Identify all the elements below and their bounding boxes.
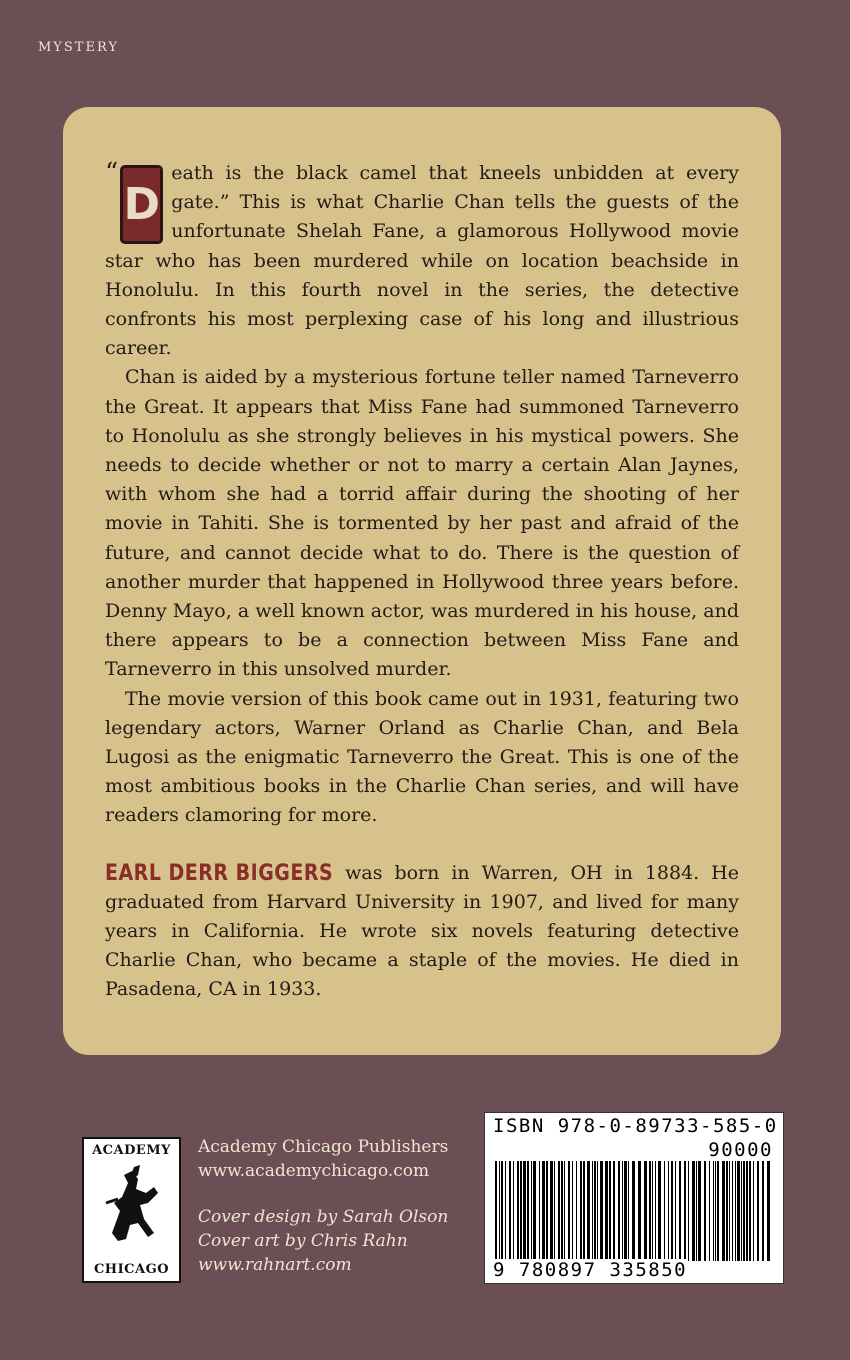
barcode-bar: [622, 1161, 623, 1261]
open-quote: “: [105, 158, 119, 188]
barcode-bar: [664, 1161, 665, 1261]
barcode-bar: [743, 1161, 745, 1261]
barcode-bar: [729, 1161, 730, 1261]
description-paragraph-3: The movie version of this book came out in 1931, featuring two legendary actors, Warner Orland as Charlie Chan, and Bela Lugosi as the enigmatic Tarneverro the Great. This is one of the most ambitious books in the Charlie Chan series, and will have readers clamoring for more.: [105, 687, 739, 827]
barcode-bar: [561, 1161, 563, 1261]
barcode-bar: [527, 1161, 529, 1261]
barcode-bar: [499, 1161, 500, 1261]
horse-rider-icon: [98, 1163, 166, 1251]
barcode-bar: [609, 1161, 611, 1261]
barcode-bar: [762, 1161, 764, 1261]
barcode-bar: [592, 1161, 593, 1261]
publisher-url[interactable]: www.academychicago.com: [198, 1161, 430, 1181]
barcode-bar: [638, 1161, 641, 1261]
price-code: 90000: [708, 1139, 773, 1161]
barcode-bar: [757, 1161, 759, 1261]
publisher-name: Academy Chicago Publishers: [198, 1137, 449, 1157]
barcode-bar: [531, 1161, 532, 1261]
description-text: [105, 159, 739, 831]
barcode-bar: [533, 1161, 536, 1261]
barcode-bar: [644, 1161, 647, 1261]
barcode-bar: [698, 1161, 701, 1261]
artist-url[interactable]: www.rahnart.com: [198, 1255, 352, 1275]
barcode-bar: [652, 1161, 653, 1261]
barcode-bar: [520, 1161, 522, 1261]
barcode-bar: [735, 1161, 736, 1261]
barcode-bar: [671, 1161, 673, 1261]
barcode-bar: [767, 1161, 770, 1261]
barcode-bar: [628, 1161, 629, 1261]
barcode-bar: [675, 1161, 676, 1261]
barcode-bar: [741, 1161, 742, 1261]
author-bio-text: was born in Warren, OH in 1884. He graduated from Harvard University in 1907, and lived for many years in California. He wrote six novels featuring detective Charlie Chan, who became a staple of the movies. He died in Pasadena, CA in 1933.: [105, 861, 739, 1001]
cover-design-credit: Cover design by Sarah Olson: [198, 1207, 449, 1227]
barcode-bar: [649, 1161, 651, 1261]
genre-label: MYSTERY: [38, 40, 119, 55]
barcode-bar: [668, 1161, 669, 1261]
barcode-bar: [746, 1161, 748, 1261]
logo-top-text: ACADEMY: [92, 1143, 171, 1158]
barcode-bar: [600, 1161, 603, 1261]
cover-credits: [198, 1205, 448, 1277]
barcode-bar: [717, 1161, 719, 1261]
barcode-bar: [546, 1161, 548, 1261]
barcode-bar: [509, 1161, 511, 1261]
publisher-logo: [82, 1137, 181, 1283]
barcode-bar: [576, 1161, 577, 1261]
barcode-bar: [580, 1161, 582, 1261]
barcode-bar: [688, 1161, 689, 1261]
barcode-bar: [655, 1161, 656, 1261]
barcode-bar: [692, 1161, 695, 1261]
barcode-bar: [715, 1161, 716, 1261]
barcode-bar: [587, 1161, 590, 1261]
barcode-bar: [523, 1161, 526, 1261]
barcode-bar: [558, 1161, 560, 1261]
barcode-bar: [501, 1161, 503, 1261]
barcode-bar: [583, 1161, 585, 1261]
barcode-bar: [749, 1161, 751, 1261]
cover-art-credit: Cover art by Chris Rahn: [198, 1231, 408, 1251]
description-paragraph-1: [105, 159, 739, 363]
barcode-bar: [709, 1161, 710, 1261]
isbn-barcode: [484, 1112, 784, 1284]
barcode-bar: [597, 1161, 598, 1261]
barcode-bar: [517, 1161, 519, 1261]
barcode-bar: [554, 1161, 555, 1261]
barcode-bar: [505, 1161, 506, 1261]
publisher-info: [198, 1135, 448, 1277]
author-name: EARL DERR BIGGERS: [105, 859, 334, 886]
paragraph-1-text: eath is the black camel that kneels unbidden at every gate.” This is what Charlie Chan tells the guests of the unfortunate Shelah Fane, a glamorous Hollywood movie star who has been murdered while on location beachside in Honolulu. In this fourth novel in the series, the detective confronts his most perplexing case of his long and illustrious career.: [105, 162, 739, 360]
barcode-bar: [564, 1161, 565, 1261]
barcode-bar: [513, 1161, 514, 1261]
barcode-bar: [550, 1161, 553, 1261]
barcode-bar: [495, 1161, 497, 1261]
barcode-bar: [753, 1161, 754, 1261]
barcode-bar: [737, 1161, 740, 1261]
barcode-bar: [684, 1161, 686, 1261]
barcode-bar: [624, 1161, 627, 1261]
barcode-bar: [542, 1161, 545, 1261]
barcode-bar: [722, 1161, 725, 1261]
logo-bottom-text: CHICAGO: [93, 1262, 170, 1277]
barcode-bar: [539, 1161, 540, 1261]
barcode-bar: [726, 1161, 728, 1261]
barcode-bar: [568, 1161, 570, 1261]
barcode-bar: [732, 1161, 733, 1261]
barcode-bar: [605, 1161, 608, 1261]
description-paragraph-2: Chan is aided by a mysterious fortune teller named Tarneverro the Great. It appears that Miss Fane had summoned Tarneverro to Honolulu as she strongly believes in his mystical powers. She needs to decide whether or not to marry a certain Alan Jaynes, with whom she had a torrid affair during the shooting of her movie in Tahiti. She is tormented by her past and afraid of the future, and cannot decide what to do. There is the question of another murder that happened in Hollywood three years before. Denny Mayo, a well known actor, was murdered in his house, and there appears to be a connection between Miss Fane and Tarneverro in this unsolved murder.: [105, 366, 739, 681]
barcode-bar: [679, 1161, 681, 1261]
barcode-bar: [613, 1161, 615, 1261]
barcode-bar: [713, 1161, 714, 1261]
barcode-bars: [495, 1161, 775, 1261]
isbn-number: ISBN 978-0-89733-585-0: [493, 1115, 778, 1137]
barcode-bar: [658, 1161, 661, 1261]
author-bio: [105, 859, 739, 1005]
barcode-bar: [594, 1161, 596, 1261]
barcode-bar: [572, 1161, 573, 1261]
barcode-bar: [632, 1161, 635, 1261]
barcode-bar: [696, 1161, 697, 1261]
drop-cap: D: [120, 165, 163, 244]
barcode-digits: 9 780897 335850: [493, 1259, 688, 1281]
barcode-bar: [704, 1161, 706, 1261]
description-panel: [63, 107, 781, 1055]
barcode-bar: [618, 1161, 620, 1261]
